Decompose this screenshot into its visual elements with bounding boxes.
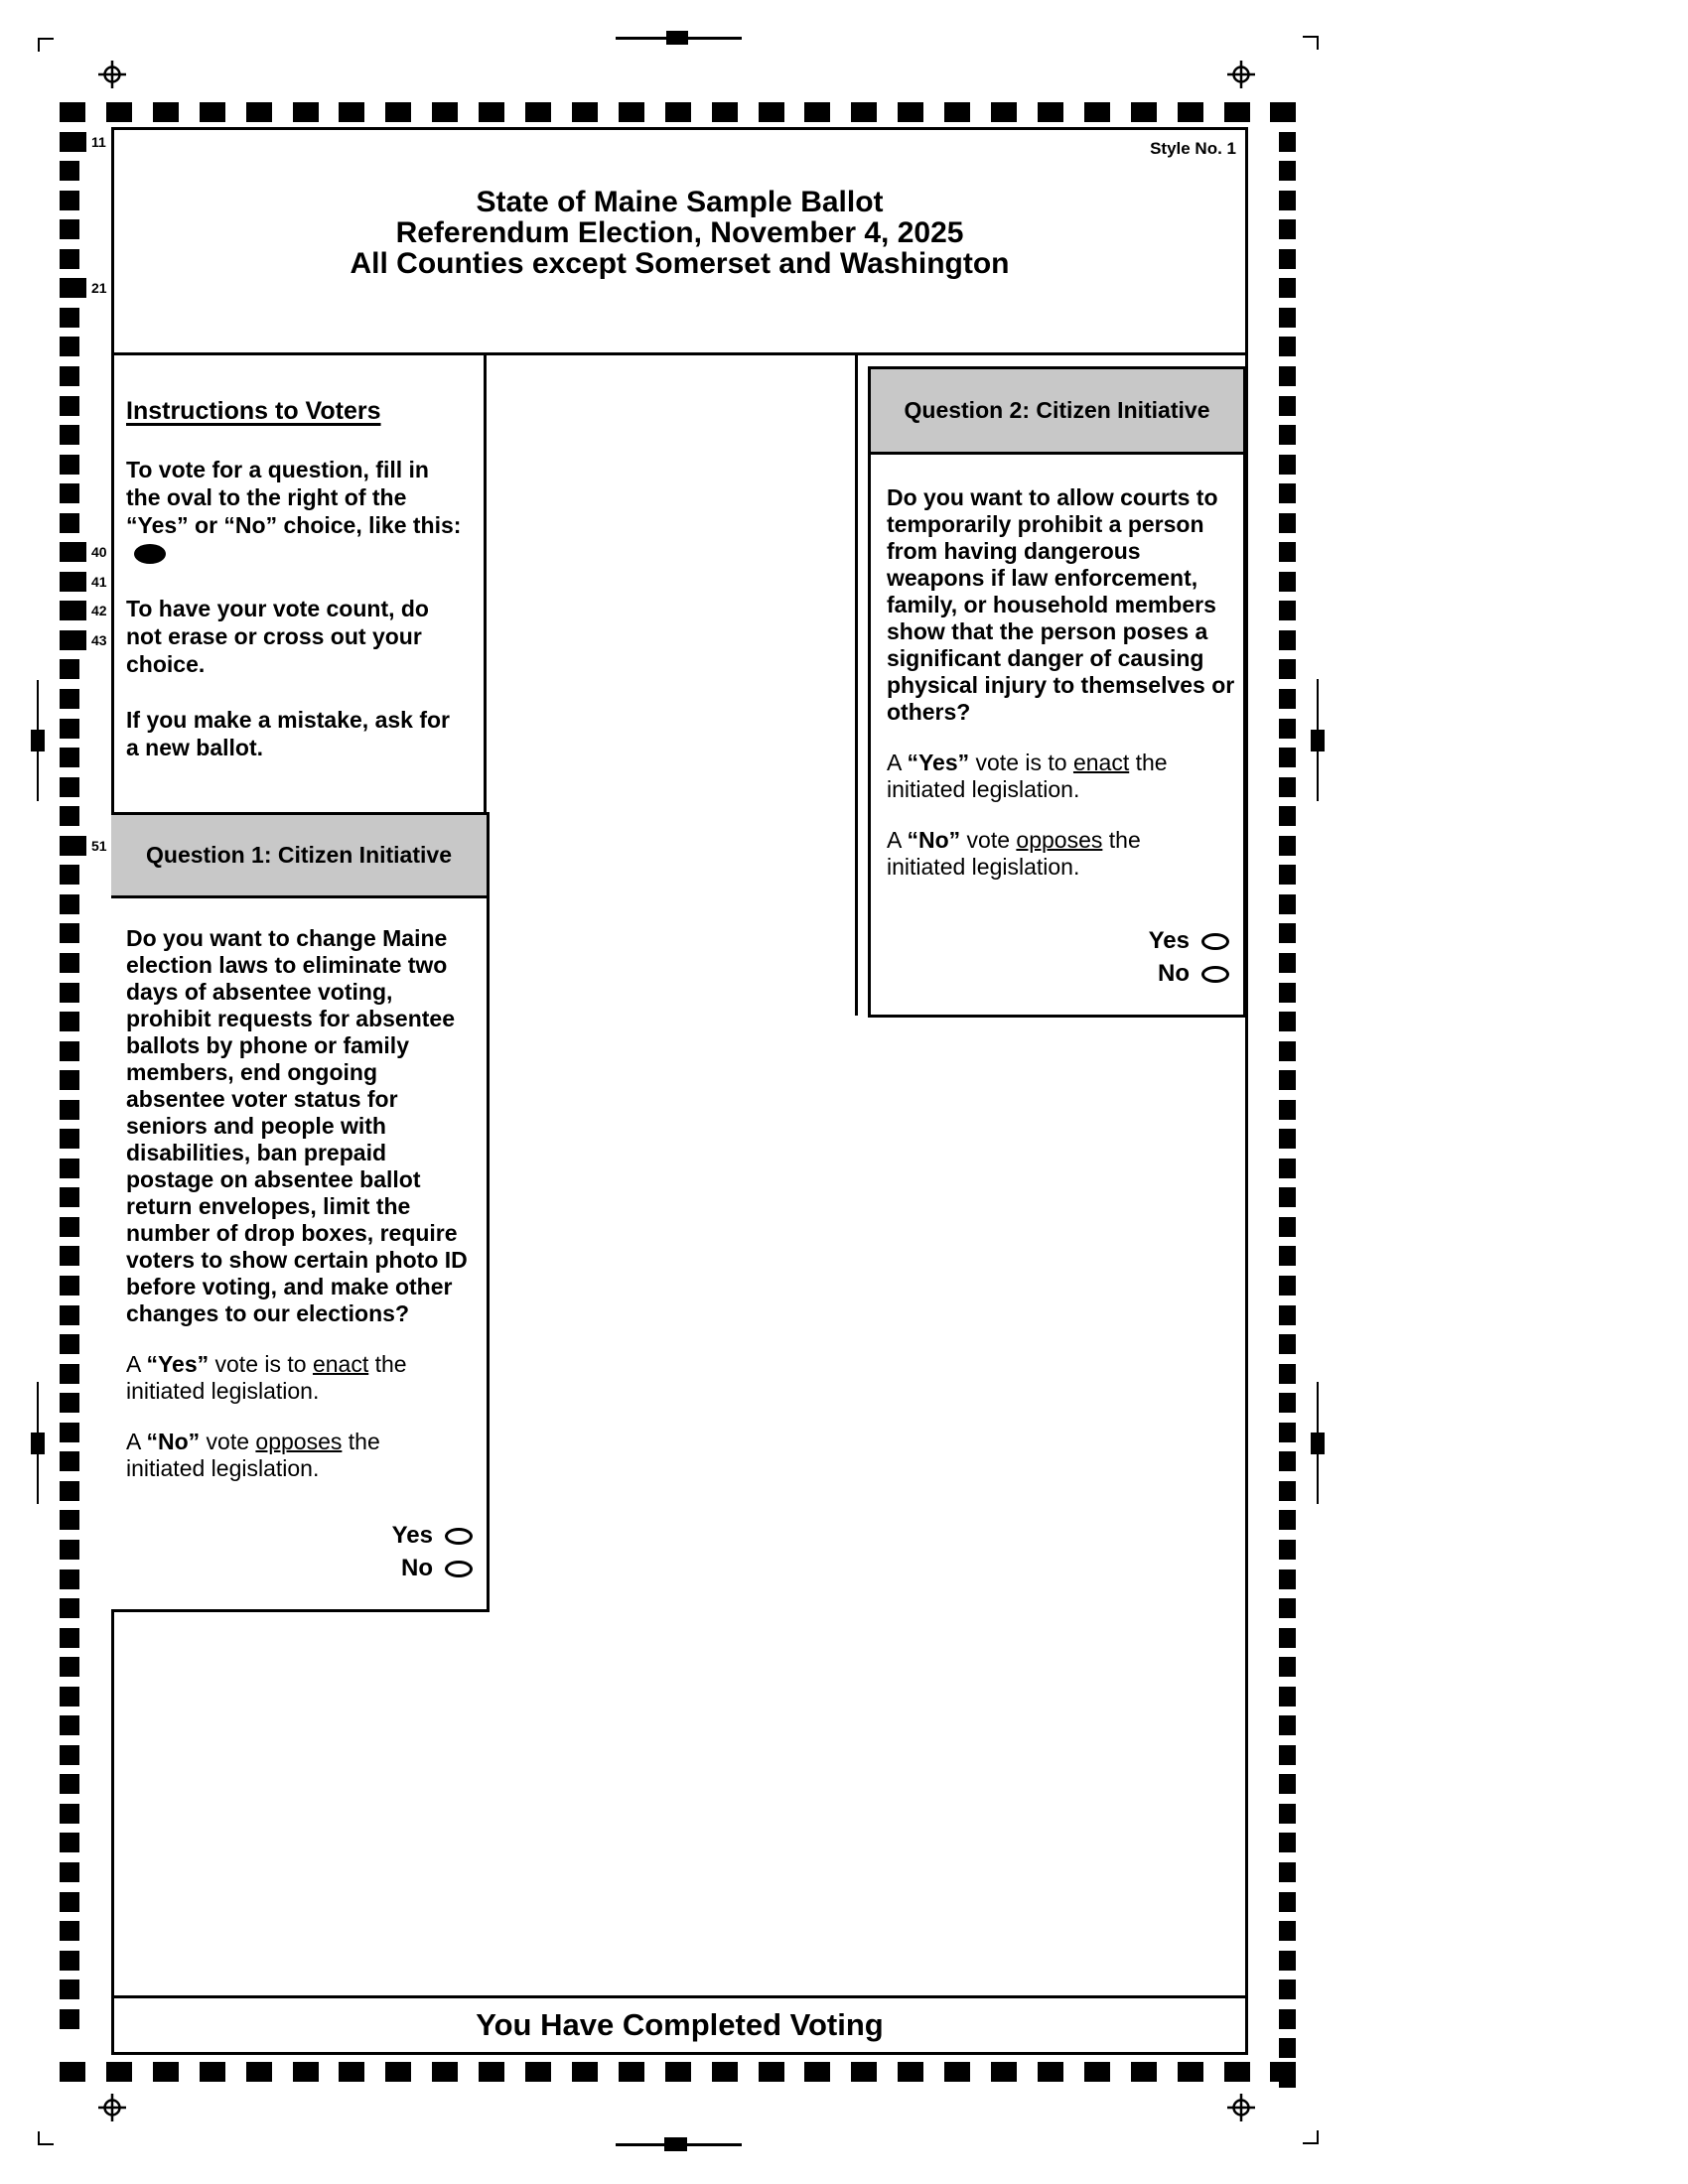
timing-mark [1279,308,1296,328]
right-edge-registration-mark [1311,730,1325,751]
timing-mark [1279,1657,1296,1677]
timing-mark [1279,1217,1296,1237]
timing-mark [60,1715,79,1735]
timing-mark [1279,1774,1296,1794]
question-2-yes-explanation: A “Yes” vote is to enact the initiated legislation. [887,750,1168,802]
timing-mark [479,2062,504,2082]
timing-mark [1279,1451,1296,1471]
timing-mark [1279,1100,1296,1120]
filled-oval-example-icon [134,544,166,564]
timing-mark [1084,2062,1110,2082]
timing-mark [1279,1012,1296,1031]
timing-mark [619,2062,644,2082]
timing-mark [804,2062,830,2082]
timing-mark [60,2062,85,2082]
timing-mark [944,102,970,122]
timing-mark [60,1481,79,1501]
crop-corner-top-right-icon [1303,36,1319,50]
no-label: No [401,1555,433,1581]
timing-mark [1279,1833,1296,1852]
timing-mark [60,572,86,592]
timing-mark [339,2062,364,2082]
timing-mark [1279,191,1296,210]
timing-mark [1178,102,1203,122]
timing-mark [1279,1423,1296,1442]
timing-mark [1279,630,1296,650]
timing-mark [665,2062,691,2082]
timing-mark [60,1657,79,1677]
question-1-text: Do you want to change Maine election laws to eliminate two days of absentee voting, prohibit requests for absentee ballots by phone or family members, end ongoing absentee voter status for seniors and people with disabilities, ban prepaid postage on absentee ballot return envelopes, limit the number of drop boxes, require voters to show certain photo ID before voting, and make other changes to our elections? [126,925,468,1326]
timing-mark [60,1598,79,1618]
timing-mark [60,278,86,298]
timing-mark [804,102,830,122]
timing-mark [1279,396,1296,416]
timing-mark [60,2009,79,2029]
timing-mark [1279,542,1296,562]
timing-mark [246,102,272,122]
question-1-header: Question 1: Citizen Initiative [111,812,490,898]
question-1-options [392,1521,473,1583]
registration-crosshair-icon [96,59,128,90]
timing-mark [60,601,86,620]
no-label: No [1158,960,1190,987]
timing-mark [525,2062,551,2082]
bottom-center-registration-mark [664,2137,687,2151]
question-2-no-explanation: A “No” vote opposes the initiated legislation. [887,827,1141,880]
completed-voting-banner: You Have Completed Voting [476,2007,884,2042]
question-1-no-vote-oval[interactable] [445,1561,473,1577]
timing-mark [60,1159,79,1178]
question-1-no-explanation: A “No” vote opposes the initiated legislation. [126,1429,380,1481]
timing-mark [60,1951,79,1971]
yes-label: Yes [1148,927,1190,954]
timing-mark [1279,102,1296,122]
timing-mark [60,1628,79,1648]
timing-mark [1279,1979,1296,1999]
timing-mark [759,102,784,122]
timing-mark [1279,1276,1296,1296]
timing-mark [60,1774,79,1794]
timing-mark [106,102,132,122]
timing-mark [712,2062,738,2082]
instructions-panel [111,355,487,812]
question-2-column-divider [855,355,858,1016]
timing-mark [572,102,598,122]
timing-mark [1038,2062,1063,2082]
timing-mark [1279,1305,1296,1325]
timing-mark [1279,1598,1296,1618]
timing-mark [479,102,504,122]
timing-mark [60,219,79,239]
timing-mark [60,1687,79,1706]
timing-mark [60,1423,79,1442]
timing-mark [1279,278,1296,298]
timing-mark [1279,923,1296,943]
timing-mark [1279,1628,1296,1648]
timing-mark [60,1012,79,1031]
timing-mark [60,396,79,416]
question-2-no-vote-oval[interactable] [1201,966,1229,983]
timing-mark [1279,337,1296,356]
timing-mark [60,483,79,503]
timing-mark [60,1745,79,1765]
timing-mark [60,455,79,475]
yes-label: Yes [391,1522,433,1549]
timing-mark [1279,1070,1296,1090]
timing-mark [1279,748,1296,767]
timing-mark [60,1041,79,1061]
timing-mark-number: 51 [91,837,107,854]
timing-mark [1279,1129,1296,1149]
timing-mark [1279,1187,1296,1207]
question-1-body [111,898,490,1612]
timing-mark [1279,1481,1296,1501]
timing-mark [60,806,79,826]
question-2-option-yes [1149,926,1229,956]
timing-mark [60,1833,79,1852]
crop-corner-top-left-icon [38,38,54,52]
instructions-paragraph-1: To vote for a question, fill in the oval to the right of the “Yes” or “No” choice, like this: [126,456,468,567]
timing-mark [60,659,79,679]
timing-mark [1279,777,1296,797]
timing-mark [60,1804,79,1824]
timing-mark [619,102,644,122]
timing-mark [106,2062,132,2082]
timing-mark [60,719,79,739]
timing-mark [1279,1540,1296,1560]
timing-mark [1279,953,1296,973]
timing-mark [1279,1041,1296,1061]
timing-mark [60,1187,79,1207]
timing-mark [60,630,86,650]
timing-mark [1279,1364,1296,1384]
timing-mark [1279,865,1296,885]
timing-mark [898,102,923,122]
timing-mark [991,102,1017,122]
timing-mark [1279,1510,1296,1530]
timing-mark [60,161,79,181]
question-1-yes-vote-oval[interactable] [445,1528,473,1545]
timing-mark [1224,102,1250,122]
timing-mark [1279,1570,1296,1589]
timing-mark [1279,161,1296,181]
title-line-3: All Counties except Somerset and Washington [350,247,1010,280]
timing-mark [1279,483,1296,503]
timing-mark [200,2062,225,2082]
registration-crosshair-icon [1225,2092,1257,2123]
timing-mark [1279,1715,1296,1735]
instructions-heading: Instructions to Voters [126,397,381,425]
timing-mark [1131,102,1157,122]
timing-mark [1279,1804,1296,1824]
left-edge-registration-mark [31,1433,45,1454]
timing-mark [60,836,86,856]
instructions-paragraph-3: If you make a mistake, ask for a new ballot. [126,707,450,760]
timing-mark [1279,249,1296,269]
timing-mark [60,1276,79,1296]
timing-mark [60,1979,79,1999]
timing-mark [1279,1862,1296,1882]
timing-mark [432,102,458,122]
timing-mark [851,2062,877,2082]
registration-crosshair-icon [96,2092,128,2123]
timing-mark [1279,1892,1296,1912]
timing-mark [1279,983,1296,1003]
question-2-header: Question 2: Citizen Initiative [868,366,1246,455]
timing-mark [432,2062,458,2082]
timing-mark [60,542,86,562]
timing-mark [153,102,179,122]
timing-mark [60,1217,79,1237]
timing-mark [1279,1921,1296,1941]
timing-mark [60,249,79,269]
question-2-yes-vote-oval[interactable] [1201,933,1229,950]
timing-mark [1279,806,1296,826]
timing-mark [1279,425,1296,445]
timing-mark [1279,2038,1296,2058]
timing-mark [60,1892,79,1912]
timing-mark [1279,366,1296,386]
timing-mark [1279,719,1296,739]
title-line-1: State of Maine Sample Ballot [476,186,884,218]
timing-mark [1279,1951,1296,1971]
right-edge-registration-mark [1311,1433,1325,1454]
timing-mark [851,102,877,122]
timing-mark [525,102,551,122]
timing-mark [293,2062,319,2082]
timing-mark [60,1100,79,1120]
timing-mark [759,2062,784,2082]
timing-mark [1279,1393,1296,1413]
timing-mark [60,1570,79,1589]
timing-mark [1131,2062,1157,2082]
timing-mark [1279,894,1296,914]
crop-corner-bottom-left-icon [38,2131,54,2145]
timing-mark [1279,1246,1296,1266]
question-2-body [868,455,1246,1018]
timing-mark [385,2062,411,2082]
timing-mark [1224,2062,1250,2082]
timing-mark [944,2062,970,2082]
left-edge-registration-mark [31,730,45,751]
timing-mark-number: 43 [91,631,107,648]
question-1-option-yes [392,1521,473,1551]
timing-mark [60,425,79,445]
timing-mark [60,894,79,914]
question-2-text: Do you want to allow courts to temporarily prohibit a person from having dangerous weapons if law enforcement, family, or household members show that the person poses a significant danger of causing physical injury to themselves or others? [887,484,1235,725]
timing-mark [200,102,225,122]
crop-corner-bottom-right-icon [1303,2130,1319,2144]
timing-mark [293,102,319,122]
timing-mark [1279,132,1296,152]
timing-mark [712,102,738,122]
timing-mark [60,1862,79,1882]
timing-mark [1279,2068,1296,2088]
timing-mark [60,748,79,767]
timing-mark [1279,659,1296,679]
timing-mark [339,102,364,122]
timing-mark [60,1246,79,1266]
timing-mark [60,1364,79,1384]
timing-mark [1084,102,1110,122]
timing-mark-number: 11 [91,133,106,150]
timing-mark [60,777,79,797]
timing-mark [60,102,79,122]
timing-mark [572,2062,598,2082]
style-number: Style No. 1 [1150,139,1236,158]
timing-mark [60,1305,79,1325]
question-2-options [1149,926,1229,989]
question-1-option-no [392,1554,473,1583]
timing-mark [60,983,79,1003]
title-line-2: Referendum Election, November 4, 2025 [395,216,964,249]
instructions-paragraph-2: To have your vote count, do not erase or cross out your choice. [126,596,429,677]
timing-mark [60,1129,79,1149]
timing-mark [60,1540,79,1560]
timing-mark [1038,102,1063,122]
timing-mark [1279,836,1296,856]
timing-mark [1279,1745,1296,1765]
timing-mark [60,132,86,152]
question-2-option-no [1149,959,1229,989]
timing-mark [1178,2062,1203,2082]
ballot-title [111,187,1248,279]
timing-mark [1279,455,1296,475]
registration-crosshair-icon [1225,59,1257,90]
timing-mark [1279,2009,1296,2029]
timing-mark [1279,513,1296,533]
timing-mark [60,923,79,943]
timing-mark [60,1510,79,1530]
timing-mark [1279,601,1296,620]
timing-mark [60,689,79,709]
timing-mark [991,2062,1017,2082]
timing-mark [385,102,411,122]
timing-mark [60,953,79,973]
timing-mark [60,865,79,885]
timing-mark [60,191,79,210]
timing-mark [1279,572,1296,592]
timing-mark [898,2062,923,2082]
timing-mark-number: 41 [91,573,107,590]
timing-mark [60,513,79,533]
timing-mark [153,2062,179,2082]
timing-mark [60,1393,79,1413]
timing-mark-number: 42 [91,603,107,619]
question-1-yes-explanation: A “Yes” vote is to enact the initiated legislation. [126,1351,407,1404]
timing-mark [60,1451,79,1471]
timing-mark [60,1921,79,1941]
timing-mark [1279,1334,1296,1354]
timing-mark [246,2062,272,2082]
timing-mark-number: 40 [91,544,107,561]
timing-mark [60,337,79,356]
timing-mark [665,102,691,122]
timing-mark-number: 21 [91,280,107,297]
timing-mark [1279,689,1296,709]
timing-mark [60,308,79,328]
timing-mark [60,1334,79,1354]
timing-mark [1279,219,1296,239]
timing-mark [60,1070,79,1090]
timing-mark [1279,1687,1296,1706]
timing-mark [1279,1159,1296,1178]
timing-mark [60,366,79,386]
top-center-registration-mark [666,31,688,45]
